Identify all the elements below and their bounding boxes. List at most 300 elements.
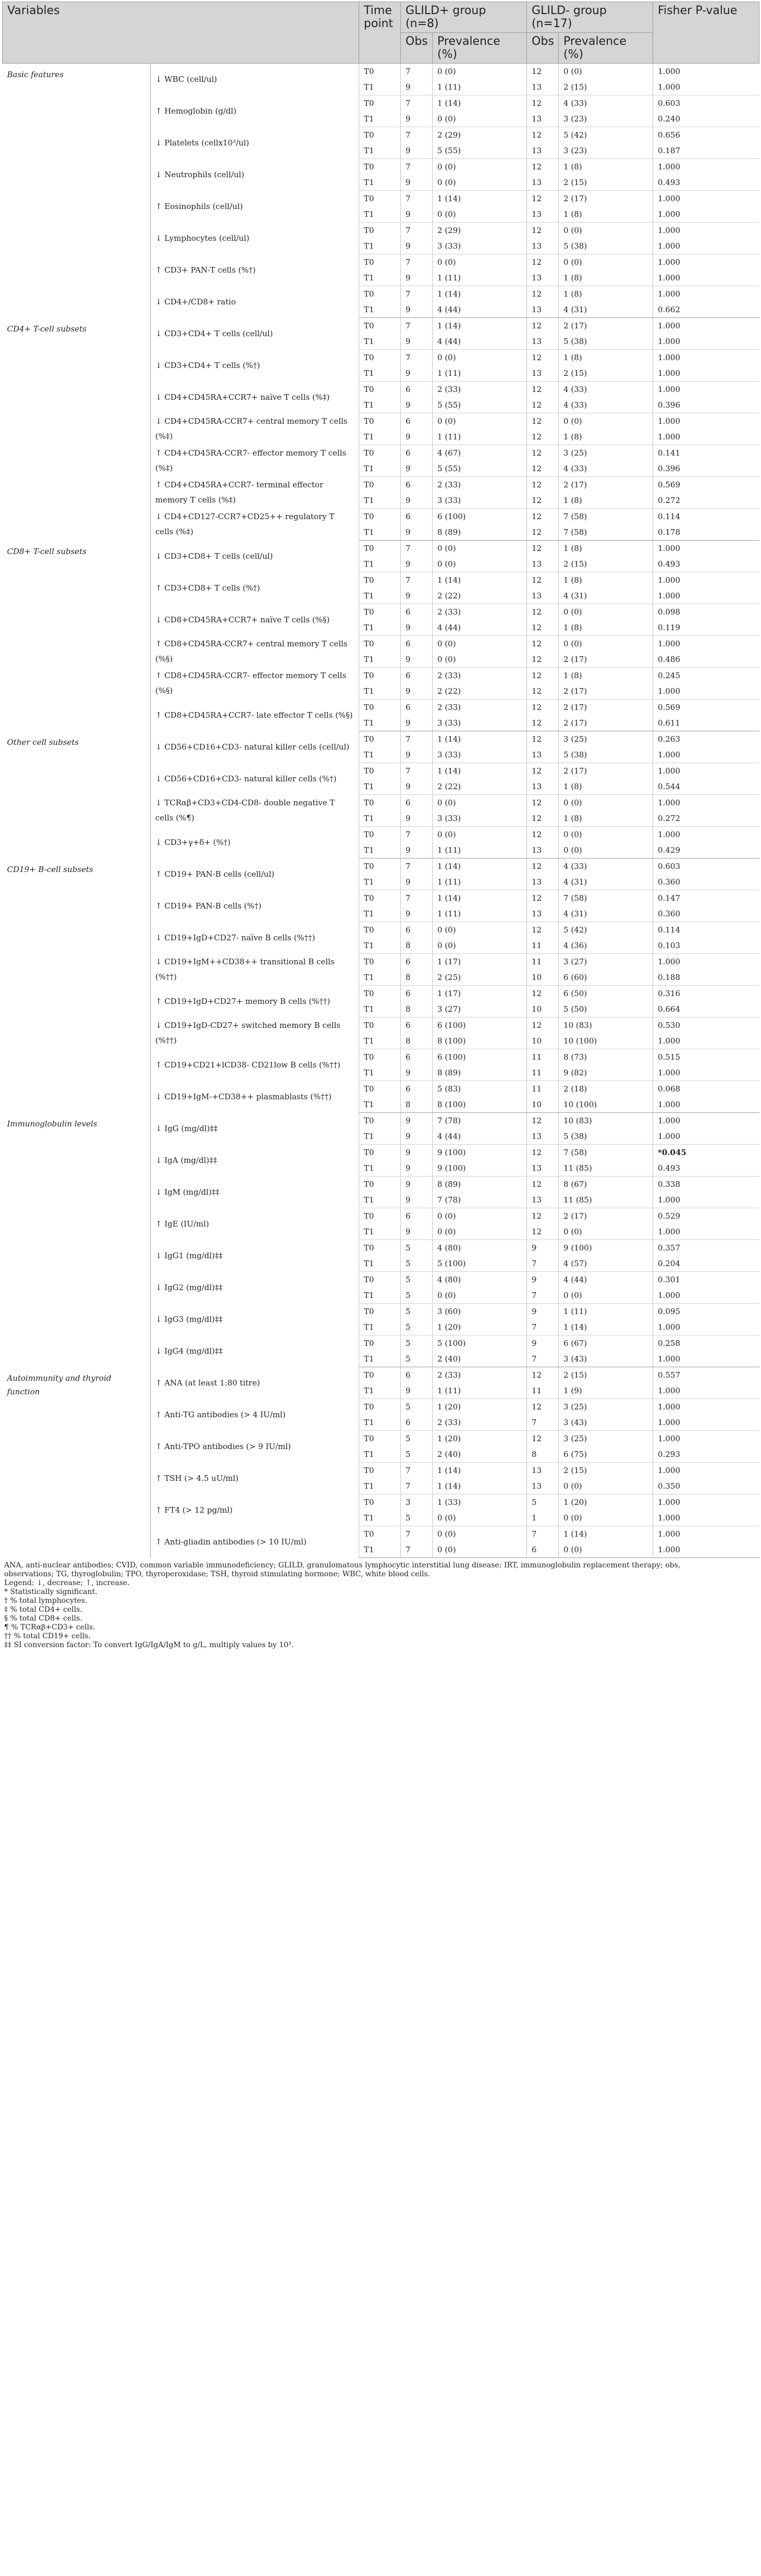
prevalence-pos-cell: 2 (33) [433,700,527,716]
p-value-cell: 0.569 [658,480,680,489]
prevalence-neg-cell: 2 (17) [559,763,653,779]
obs-pos-cell: 7 [401,890,433,906]
p-value-cell: 0.429 [653,842,759,858]
obs-neg-cell: 7 [527,1526,559,1542]
prevalence-neg-cell: 7 (58) [559,524,653,541]
time-point-cell: T1 [359,1415,401,1431]
obs-neg-cell: 9 [527,1335,559,1352]
obs-neg-cell: 11 [527,1383,559,1399]
obs-neg-cell: 12 [527,1017,559,1034]
p-value-cell: 1.000 [653,1287,759,1304]
prevalence-neg-cell: 1 (9) [559,1383,653,1399]
obs-neg-cell: 12 [527,382,559,398]
time-point-cell: T0 [359,127,401,143]
p-value-cell: 1.000 [658,957,680,966]
time-point-cell: T1 [359,175,401,191]
prevalence-neg-cell: 10 (100) [559,1033,653,1049]
variable-label: ↓ CD56+CD16+CD3- natural killer cells (cell/ul) [151,731,359,763]
obs-neg-cell: 12 [527,715,559,731]
p-value-cell: 0.103 [653,938,759,954]
prevalence-pos-cell: 1 (11) [433,429,527,445]
prevalence-pos-cell: 4 (44) [433,620,527,636]
time-point-cell: T0 [359,445,401,461]
variable-label: ↑ CD19+ PAN-B cells (cell/ul) [151,858,359,890]
obs-pos-cell: 9 [401,1383,433,1399]
prevalence-neg-cell: 0 (0) [559,223,653,239]
prevalence-neg-cell: 4 (33) [559,382,653,398]
obs-pos-cell: 5 [401,1304,433,1320]
p-value-cell: 0.301 [658,1275,680,1284]
p-value-cell: 0.396 [653,397,759,413]
obs-neg-cell: 13 [527,1160,559,1176]
prevalence-pos-cell: 3 (27) [433,1001,527,1017]
prevalence-pos-cell: 8 (100) [433,1097,527,1113]
prevalence-pos-cell: 2 (22) [433,683,527,700]
prevalence-pos-cell: 4 (67) [433,445,527,461]
obs-neg-cell: 13 [527,270,559,286]
prevalence-neg-cell: 1 (8) [559,270,653,286]
obs-neg-cell: 12 [527,429,559,445]
prevalence-neg-cell: 3 (23) [559,143,653,159]
obs-pos-cell: 5 [401,1256,433,1272]
p-value-cell: 0.293 [653,1446,759,1463]
footnote-line: Legend: ↓, decrease; ↑, increase. [4,1579,130,1587]
obs-neg-cell: 7 [527,1319,559,1335]
obs-neg-cell: 11 [527,1065,559,1081]
section-title: CD19+ B-cell subsets [3,858,151,1113]
table-row [3,1367,759,1383]
prevalence-pos-cell: 5 (100) [433,1256,527,1272]
variable-label: ↑ CD19+CD21+lCD38- CD21low B cells (%††) [151,1049,359,1081]
variable-label: ↑ Anti-TG antibodies (> 4 IU/ml) [151,1399,359,1431]
prevalence-neg-cell: 1 (14) [559,1319,653,1335]
p-value-cell: 0.204 [653,1256,759,1272]
p-value-cell: 0.258 [658,1339,680,1348]
obs-neg-cell: 12 [527,652,559,668]
obs-pos-cell: 6 [401,1367,433,1383]
p-value-cell: 1.000 [658,226,680,235]
obs-pos-cell: 9 [401,1113,433,1129]
obs-neg-cell: 13 [527,143,559,159]
p-value-cell: 1.000 [658,766,680,776]
footnote-line: † % total lymphocytes. [4,1597,88,1605]
variable-label: ↓ CD4+CD45RA-CCR7+ central memory T cells (%‡) [151,413,359,445]
prevalence-pos-cell: 1 (17) [433,986,527,1002]
obs-neg-cell: 12 [527,636,559,652]
obs-pos-cell: 5 [401,1240,433,1256]
obs-pos-cell: 5 [401,1335,433,1352]
prevalence-neg-cell: 2 (15) [559,1367,653,1383]
prevalence-neg-cell: 0 (0) [559,604,653,620]
obs-pos-cell: 9 [401,1145,433,1161]
variable-label: ↓ CD19+IgD-CD27+ switched memory B cells (%††) [151,1017,359,1049]
prevalence-neg-cell: 5 (38) [559,334,653,350]
obs-neg-cell: 12 [527,477,559,493]
header-fisher: Fisher P-value [653,2,759,64]
time-point-cell: T1 [359,1033,401,1049]
obs-neg-cell: 13 [527,1478,559,1494]
variable-label: ↓ Neutrophils (cell/ul) [151,159,359,191]
obs-pos-cell: 5 [401,1272,433,1288]
time-point-cell: T1 [359,270,401,286]
p-value-cell: 0.114 [658,512,680,521]
prevalence-pos-cell: 5 (100) [433,1335,527,1352]
prevalence-pos-cell: 5 (55) [433,397,527,413]
p-value-cell: 1.000 [658,162,680,171]
time-point-cell: T0 [359,922,401,938]
p-value-cell: 1.000 [653,1319,759,1335]
p-value-cell: 0.656 [658,130,680,140]
prevalence-pos-cell: 0 (0) [433,254,527,271]
time-point-cell: T0 [359,858,401,875]
prevalence-neg-cell: 3 (25) [559,1431,653,1447]
obs-pos-cell: 6 [401,1208,433,1224]
prevalence-pos-cell: 1 (11) [433,365,527,382]
obs-neg-cell: 7 [527,1287,559,1304]
time-point-cell: T0 [359,350,401,366]
table-body [3,64,759,1558]
time-point-cell: T0 [359,827,401,843]
prevalence-neg-cell: 2 (17) [559,652,653,668]
prevalence-neg-cell: 0 (0) [559,64,653,80]
obs-neg-cell: 12 [527,64,559,80]
p-value-cell: 1.000 [653,365,759,382]
prevalence-pos-cell: 1 (33) [433,1494,527,1511]
variable-label: ↓ IgG3 (mg/dl)‡‡ [151,1304,359,1335]
prevalence-neg-cell: 8 (73) [559,1049,653,1065]
variable-label: ↑ CD4+CD45RA-CCR7- effector memory T cells (%‡) [151,445,359,477]
obs-pos-cell: 6 [401,382,433,398]
obs-pos-cell: 9 [401,302,433,318]
time-point-cell: T1 [359,1287,401,1304]
obs-neg-cell: 13 [527,206,559,223]
obs-pos-cell: 6 [401,445,433,461]
obs-neg-cell: 12 [527,811,559,827]
variable-label: ↑ IgE (IU/ml) [151,1208,359,1240]
obs-pos-cell: 8 [401,1097,433,1113]
time-point-cell: T1 [359,906,401,922]
prevalence-neg-cell: 0 (0) [559,1287,653,1304]
obs-pos-cell: 9 [401,906,433,922]
header-glild-pos: GLILD+ group (n=8) [401,2,527,33]
prevalence-neg-cell: 2 (15) [559,79,653,95]
time-point-cell: T1 [359,1383,401,1399]
prevalence-pos-cell: 3 (33) [433,715,527,731]
obs-pos-cell: 9 [401,1065,433,1081]
prevalence-neg-cell: 6 (60) [559,970,653,986]
obs-pos-cell: 7 [401,254,433,271]
obs-pos-cell: 7 [401,1478,433,1494]
obs-pos-cell: 7 [401,1463,433,1479]
obs-neg-cell: 12 [527,827,559,843]
prevalence-pos-cell: 2 (29) [433,127,527,143]
time-point-cell: T0 [359,191,401,207]
prevalence-pos-cell: 0 (0) [433,159,527,175]
obs-pos-cell: 7 [401,191,433,207]
prevalence-pos-cell: 0 (0) [433,1287,527,1304]
p-value-cell: 0.493 [653,556,759,572]
footnotes [2,1561,759,1650]
prevalence-pos-cell: 0 (0) [433,541,527,557]
obs-neg-cell: 13 [527,906,559,922]
prevalence-pos-cell: 0 (0) [433,1510,527,1526]
prevalence-neg-cell: 2 (15) [559,365,653,382]
footnote-line: ‡‡ SI conversion factor: To convert IgG/IgA/IgM to g/L, multiply values by 10³. [4,1641,294,1649]
obs-pos-cell: 9 [401,683,433,700]
variable-label: ↑ CD8+CD45RA-CCR7+ central memory T cells (%§) [151,636,359,668]
obs-neg-cell: 9 [527,1240,559,1256]
time-point-cell: T0 [359,604,401,620]
p-value-cell: 1.000 [653,1351,759,1367]
obs-pos-cell: 7 [401,64,433,80]
p-value-cell: 0.396 [653,461,759,477]
prevalence-neg-cell: 3 (23) [559,111,653,127]
p-value-cell: 1.000 [658,385,680,394]
time-point-cell: T0 [359,1272,401,1288]
prevalence-pos-cell: 4 (80) [433,1240,527,1256]
time-point-cell: T0 [359,1399,401,1415]
time-point-cell: T0 [359,890,401,906]
prevalence-pos-cell: 0 (0) [433,350,527,366]
section-title: Immunoglobulin levels [3,1113,151,1367]
p-value-cell: 1.000 [658,639,680,648]
time-point-cell: T1 [359,397,401,413]
prevalence-pos-cell: 3 (33) [433,747,527,763]
obs-pos-cell: 6 [401,986,433,1002]
obs-pos-cell: 9 [401,79,433,95]
variable-label: ↓ IgG2 (mg/dl)‡‡ [151,1272,359,1304]
prevalence-pos-cell: 1 (14) [433,890,527,906]
obs-neg-cell: 12 [527,1224,559,1240]
obs-pos-cell: 9 [401,206,433,223]
footnote-line: †† % total CD19+ cells. [4,1632,91,1640]
time-point-cell: T0 [359,382,401,398]
obs-neg-cell: 12 [527,493,559,509]
obs-pos-cell: 9 [401,588,433,604]
obs-neg-cell: 13 [527,588,559,604]
time-point-cell: T0 [359,254,401,271]
obs-pos-cell: 9 [401,270,433,286]
prevalence-neg-cell: 3 (25) [559,731,653,747]
p-value-cell: 0.360 [653,906,759,922]
prevalence-pos-cell: 3 (33) [433,493,527,509]
p-value-cell: 0.515 [658,1052,680,1062]
time-point-cell: T1 [359,588,401,604]
obs-neg-cell: 10 [527,970,559,986]
obs-neg-cell: 12 [527,922,559,938]
time-point-cell: T0 [359,1335,401,1352]
variable-label: ↑ Hemoglobin (g/dl) [151,95,359,127]
section-title: CD4+ T-cell subsets [3,318,151,541]
prevalence-neg-cell: 2 (17) [559,477,653,493]
time-point-cell: T0 [359,1208,401,1224]
prevalence-pos-cell: 0 (0) [433,413,527,430]
variable-label: ↓ CD4+/CD8+ ratio [151,286,359,318]
p-value-cell: 1.000 [653,1510,759,1526]
obs-pos-cell: 7 [401,350,433,366]
obs-pos-cell: 6 [401,604,433,620]
obs-neg-cell: 10 [527,1033,559,1049]
obs-pos-cell: 9 [401,1192,433,1208]
obs-pos-cell: 9 [401,811,433,827]
obs-pos-cell: 6 [401,413,433,430]
obs-pos-cell: 7 [401,1526,433,1542]
prevalence-pos-cell: 1 (14) [433,1463,527,1479]
p-value-cell: 1.000 [653,206,759,223]
prevalence-pos-cell: 0 (0) [433,111,527,127]
prevalence-neg-cell: 3 (43) [559,1351,653,1367]
prevalence-pos-cell: 4 (44) [433,302,527,318]
obs-neg-cell: 9 [527,1304,559,1320]
variable-label: ↑ CD4+CD45RA+CCR7- terminal effector memory T cells (%‡) [151,477,359,509]
prevalence-pos-cell: 2 (33) [433,382,527,398]
prevalence-neg-cell: 4 (33) [559,461,653,477]
obs-neg-cell: 12 [527,858,559,875]
p-value-cell: 0.316 [658,989,680,998]
prevalence-neg-cell: 1 (8) [559,159,653,175]
prevalence-neg-cell: 2 (17) [559,318,653,334]
variable-label: ↑ CD8+CD45RA-CCR7- effector memory T cells (%§) [151,668,359,700]
p-value-cell: 1.000 [658,1402,680,1412]
obs-neg-cell: 13 [527,747,559,763]
prevalence-pos-cell: 2 (29) [433,223,527,239]
prevalence-neg-cell: 4 (31) [559,906,653,922]
time-point-cell: T0 [359,286,401,302]
obs-pos-cell: 9 [401,747,433,763]
obs-neg-cell: 12 [527,318,559,334]
prevalence-pos-cell: 0 (0) [433,206,527,223]
prevalence-neg-cell: 0 (0) [559,795,653,811]
obs-neg-cell: 10 [527,1001,559,1017]
time-point-cell: T0 [359,700,401,716]
variable-label: ↓ CD4+CD127-CCR7+CD25++ regulatory T cells (%‡) [151,509,359,541]
obs-neg-cell: 12 [527,1431,559,1447]
time-point-cell: T1 [359,652,401,668]
time-point-cell: T0 [359,95,401,112]
time-point-cell: T0 [359,1463,401,1479]
variable-label: ↑ ANA (at least 1:80 titre) [151,1367,359,1399]
time-point-cell: T1 [359,970,401,986]
time-point-cell: T0 [359,1113,401,1129]
p-value-cell: 0.141 [658,448,680,458]
table-row [3,731,759,747]
p-value-cell: 1.000 [653,1128,759,1145]
obs-neg-cell: 7 [527,1351,559,1367]
prevalence-pos-cell: 7 (78) [433,1113,527,1129]
time-point-cell: T1 [359,842,401,858]
variable-label: ↓ Lymphocytes (cell/ul) [151,223,359,254]
obs-neg-cell: 12 [527,541,559,557]
obs-neg-cell: 13 [527,238,559,254]
prevalence-pos-cell: 4 (44) [433,1128,527,1145]
prevalence-pos-cell: 8 (100) [433,1033,527,1049]
obs-neg-cell: 12 [527,604,559,620]
prevalence-neg-cell: 4 (33) [559,858,653,875]
obs-neg-cell: 12 [527,620,559,636]
obs-neg-cell: 13 [527,302,559,318]
p-value-cell: 1.000 [653,79,759,95]
obs-neg-cell: 9 [527,1272,559,1288]
variable-label: ↑ Eosinophils (cell/ul) [151,191,359,223]
p-value-cell: 0.338 [658,1180,680,1189]
footnote-line: observations; TG, thyroglobulin; TPO, thyroperoxidase; TSH, thyroid stimulating hormone; WBC, white blood cells. [4,1570,431,1578]
p-value-cell: 1.000 [653,588,759,604]
prevalence-neg-cell: 3 (25) [559,1399,653,1415]
obs-pos-cell: 7 [401,318,433,334]
obs-neg-cell: 12 [527,509,559,525]
p-value-cell: 0.119 [653,620,759,636]
obs-pos-cell: 5 [401,1399,433,1415]
prevalence-pos-cell: 1 (14) [433,1478,527,1494]
time-point-cell: T0 [359,477,401,493]
prevalence-pos-cell: 2 (33) [433,477,527,493]
time-point-cell: T1 [359,1192,401,1208]
prevalence-neg-cell: 0 (0) [559,1510,653,1526]
prevalence-neg-cell: 2 (15) [559,556,653,572]
time-point-cell: T0 [359,1081,401,1097]
obs-neg-cell: 12 [527,524,559,541]
time-point-cell: T0 [359,1304,401,1320]
time-point-cell: T1 [359,1256,401,1272]
prevalence-neg-cell: 11 (85) [559,1192,653,1208]
obs-neg-cell: 12 [527,413,559,430]
time-point-cell: T1 [359,365,401,382]
table-row [3,858,759,875]
obs-pos-cell: 9 [401,143,433,159]
variable-label: ↓ CD3+CD8+ T cells (cell/ul) [151,541,359,572]
obs-pos-cell: 9 [401,1176,433,1193]
prevalence-pos-cell: 0 (0) [433,1208,527,1224]
variable-label: ↓ CD19+IgM-+CD38++ plasmablasts (%††) [151,1081,359,1113]
obs-neg-cell: 12 [527,890,559,906]
obs-neg-cell: 5 [527,1494,559,1511]
table-header [3,2,759,64]
p-value-cell: 1.000 [653,238,759,254]
footnote-line: * Statistically significant. [4,1588,97,1596]
prevalence-neg-cell: 1 (14) [559,1526,653,1542]
variable-label: ↓ CD19+IgM++CD38++ transitional B cells (%††) [151,954,359,986]
time-point-cell: T0 [359,1367,401,1383]
prevalence-neg-cell: 0 (0) [559,413,653,430]
time-point-cell: T0 [359,1017,401,1034]
p-value-cell: 0.245 [658,671,680,680]
prevalence-neg-cell: 1 (8) [559,206,653,223]
obs-neg-cell: 10 [527,1097,559,1113]
obs-pos-cell: 7 [401,541,433,557]
prevalence-pos-cell: 0 (0) [433,922,527,938]
obs-neg-cell: 1 [527,1510,559,1526]
time-point-cell: T1 [359,779,401,795]
prevalence-pos-cell: 1 (14) [433,191,527,207]
obs-pos-cell: 9 [401,111,433,127]
variable-label: ↓ IgG4 (mg/dl)‡‡ [151,1335,359,1367]
obs-neg-cell: 13 [527,175,559,191]
obs-pos-cell: 8 [401,970,433,986]
prevalence-neg-cell: 4 (31) [559,302,653,318]
time-point-cell: T0 [359,954,401,970]
variable-label: ↓ CD3+γ+δ+ (%†) [151,827,359,858]
prevalence-pos-cell: 1 (20) [433,1319,527,1335]
header-obs-neg: Obs [527,33,559,64]
time-point-cell: T1 [359,143,401,159]
prevalence-neg-cell: 3 (27) [559,954,653,970]
obs-pos-cell: 6 [401,795,433,811]
obs-pos-cell: 5 [401,1319,433,1335]
p-value-cell: 0.187 [653,143,759,159]
time-point-cell: T1 [359,874,401,890]
time-point-cell: T0 [359,1145,401,1161]
prevalence-pos-cell: 0 (0) [433,1526,527,1542]
